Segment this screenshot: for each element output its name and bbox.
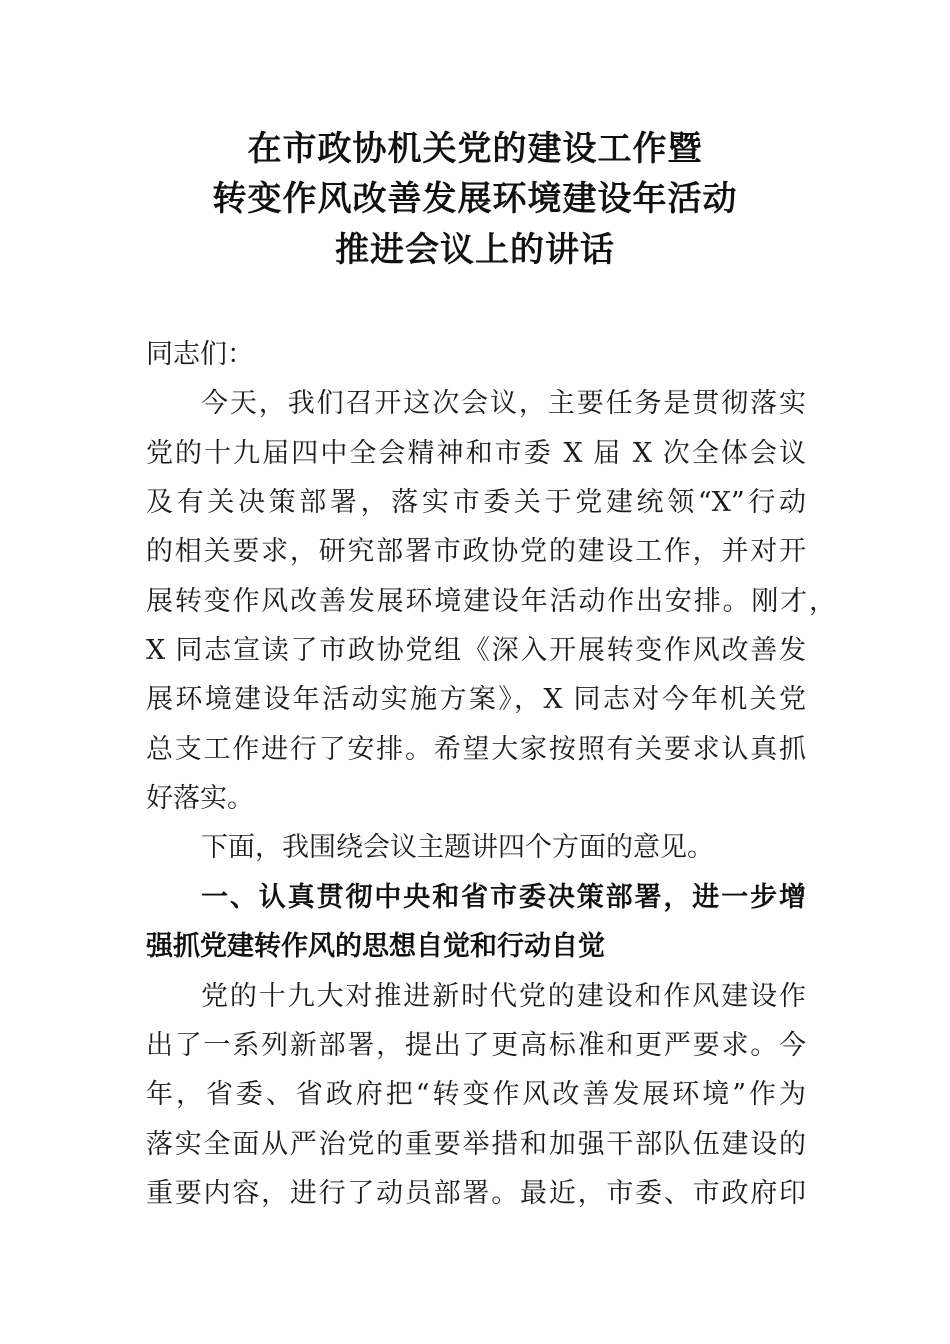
title-line-3: 推进会议上的讲话 [335, 230, 615, 270]
paragraph-line: 下面，我围绕会议主题讲四个方面的意见。 [201, 832, 714, 863]
paragraph-line: 的相关要求，研究部署市政协党的建设工作，并对开 [146, 536, 806, 567]
paragraph-line: X 同志宣读了市政协党组《深入开展转变作风改善发 [146, 635, 806, 666]
title-line-2: 转变作风改善发展环境建设年活动 [212, 179, 738, 219]
paragraph-line: 好落实。 [146, 783, 254, 814]
paragraph-line: 落实全面从严治党的重要举措和加强干部队伍建设的 [146, 1129, 806, 1160]
paragraph-line: 展环境建设年活动实施方案》，X 同志对今年机关党 [146, 684, 806, 715]
paragraph-line: 年，省委、省政府把“转变作风改善发展环境”作为 [146, 1079, 806, 1110]
paragraph-line: 出了一系列新部署，提出了更高标准和更严要求。今 [146, 1030, 806, 1061]
paragraph-line: 及有关决策部署，落实市委关于党建统领“X”行动 [146, 487, 806, 518]
title-line-1: 在市政协机关党的建设工作暨 [247, 129, 703, 169]
section-heading-line: 一、认真贯彻中央和省市委决策部署，进一步增 [201, 882, 806, 913]
section-heading-line: 强抓党建转作风的思想自觉和行动自觉 [146, 931, 605, 962]
greeting: 同志们： [146, 339, 254, 370]
paragraph-line: 重要内容，进行了动员部署。最近，市委、市政府印 [146, 1178, 806, 1209]
paragraph-line: 今天，我们召开这次会议，主要任务是贯彻落实 [201, 388, 806, 419]
paragraph-line: 党的十九大对推进新时代党的建设和作风建设作 [201, 981, 806, 1012]
paragraph-line: 总支工作进行了安排。希望大家按照有关要求认真抓 [146, 734, 806, 765]
paragraph-line: 展转变作风改善发展环境建设年活动作出安排。刚才， [146, 586, 836, 617]
paragraph-line: 党的十九届四中全会精神和市委 X 届 X 次全体会议 [146, 438, 806, 469]
